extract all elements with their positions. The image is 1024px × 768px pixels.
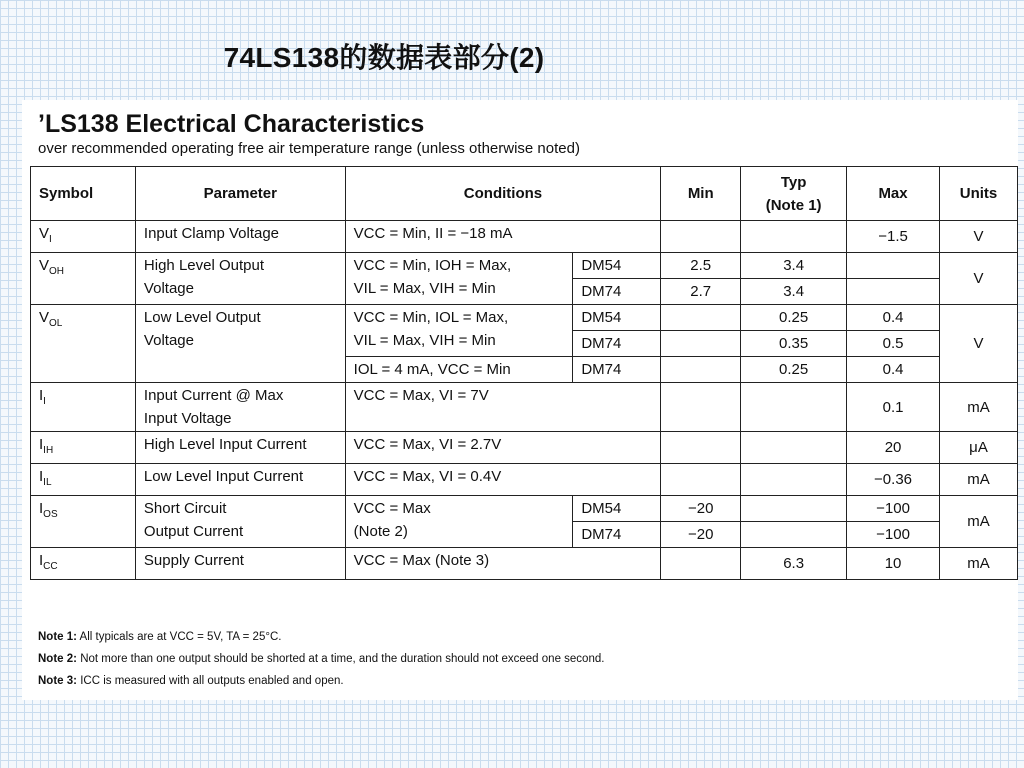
parameter-cell: Supply Current	[135, 548, 345, 580]
typ-cell: 3.4	[741, 279, 847, 305]
symbol-cell: $I_{CC}$	[31, 548, 136, 580]
notes	[38, 626, 604, 692]
conditions-cell: VCC = Max (Note 3)	[345, 548, 661, 580]
note-3: Note 3: ICC is measured with all outputs enabled and open.	[38, 675, 344, 687]
symbol-cell: $V_I$	[31, 221, 136, 253]
header-min: Min	[661, 167, 741, 221]
conditions-cell: VCC = Min, II = −18 mA	[345, 221, 661, 253]
units-cell: V	[940, 253, 1018, 305]
parameter-cell: Input Current @ Max Input Voltage	[135, 383, 345, 432]
conditions-cell: IOL = 4 mA, VCC = Min	[345, 357, 573, 383]
table-row	[31, 464, 1018, 496]
note-2: Note 2: Not more than one output should be shorted at a time, and the duration should not exceed one second.	[38, 653, 605, 665]
max-cell: 0.1	[847, 383, 940, 432]
header-parameter: Parameter	[135, 167, 345, 221]
symbol-cell: $V_{OH}$	[31, 253, 136, 305]
table-row	[31, 432, 1018, 464]
max-cell: −1.5	[847, 221, 940, 253]
min-cell: 2.7	[661, 279, 741, 305]
sheet-title: ’LS138 Electrical Characteristics	[38, 110, 425, 138]
conditions-cell: VCC = Max, VI = 0.4V	[345, 464, 661, 496]
typ-cell: 3.4	[741, 253, 847, 279]
max-cell: 10	[847, 548, 940, 580]
parameter-cell: Input Clamp Voltage	[135, 221, 345, 253]
table-row	[31, 305, 1018, 331]
conditions-cell: VCC = Min, IOL = Max, VIL = Max, VIH = Min	[345, 305, 573, 357]
table-row	[31, 548, 1018, 580]
device-cell: DM74	[573, 522, 661, 548]
units-cell: mA	[940, 496, 1018, 548]
min-cell: −20	[661, 522, 741, 548]
max-cell: −100	[847, 522, 940, 548]
max-cell: −0.36	[847, 464, 940, 496]
symbol-cell: $I_I$	[31, 383, 136, 432]
device-cell: DM74	[573, 279, 661, 305]
parameter-cell: Short Circuit Output Current	[135, 496, 345, 548]
note-1: Note 1: All typicals are at VCC = 5V, TA = 25°C.	[38, 631, 282, 643]
conditions-cell: VCC = Max, VI = 7V	[345, 383, 661, 432]
device-cell: DM54	[573, 496, 661, 522]
sheet-subtitle: over recommended operating free air temperature range (unless otherwise noted)	[38, 140, 580, 157]
min-cell: 2.5	[661, 253, 741, 279]
typ-cell: 0.25	[741, 357, 847, 383]
characteristics-table	[30, 166, 1018, 580]
header-units: Units	[940, 167, 1018, 221]
device-cell: DM74	[573, 331, 661, 357]
parameter-cell: Low Level Output Voltage	[135, 305, 345, 383]
header-max: Max	[847, 167, 940, 221]
parameter-cell: High Level Output Voltage	[135, 253, 345, 305]
units-cell: mA	[940, 548, 1018, 580]
symbol-cell: $V_{OL}$	[31, 305, 136, 383]
units-cell: mA	[940, 383, 1018, 432]
slide-title: 74LS138的数据表部分(2)	[223, 42, 545, 73]
conditions-cell: VCC = Min, IOH = Max, VIL = Max, VIH = Min	[345, 253, 573, 305]
device-cell: DM74	[573, 357, 661, 383]
symbol-cell: $I_{IH}$	[31, 432, 136, 464]
parameter-cell: Low Level Input Current	[135, 464, 345, 496]
typ-cell: 0.35	[741, 331, 847, 357]
max-cell: 0.4	[847, 305, 940, 331]
header-symbol: Symbol	[31, 167, 136, 221]
units-cell: μA	[940, 432, 1018, 464]
datasheet-image	[22, 100, 1018, 700]
table-row	[31, 496, 1018, 522]
units-cell: V	[940, 305, 1018, 383]
device-cell: DM54	[573, 253, 661, 279]
table-row	[31, 253, 1018, 279]
max-cell: 20	[847, 432, 940, 464]
parameter-cell: High Level Input Current	[135, 432, 345, 464]
table-row	[31, 383, 1018, 432]
max-cell: 0.4	[847, 357, 940, 383]
typ-cell: 6.3	[741, 548, 847, 580]
units-cell: V	[940, 221, 1018, 253]
table-row	[31, 221, 1018, 253]
max-cell: 0.5	[847, 331, 940, 357]
header-row	[31, 167, 1018, 221]
header-typ: Typ (Note 1)	[741, 167, 847, 221]
units-cell: mA	[940, 464, 1018, 496]
conditions-cell: VCC = Max, VI = 2.7V	[345, 432, 661, 464]
device-cell: DM54	[573, 305, 661, 331]
header-conditions: Conditions	[345, 167, 661, 221]
symbol-cell: $I_{IL}$	[31, 464, 136, 496]
typ-cell: 0.25	[741, 305, 847, 331]
max-cell: −100	[847, 496, 940, 522]
symbol-cell: $I_{OS}$	[31, 496, 136, 548]
min-cell: −20	[661, 496, 741, 522]
conditions-cell: VCC = Max (Note 2)	[345, 496, 573, 548]
